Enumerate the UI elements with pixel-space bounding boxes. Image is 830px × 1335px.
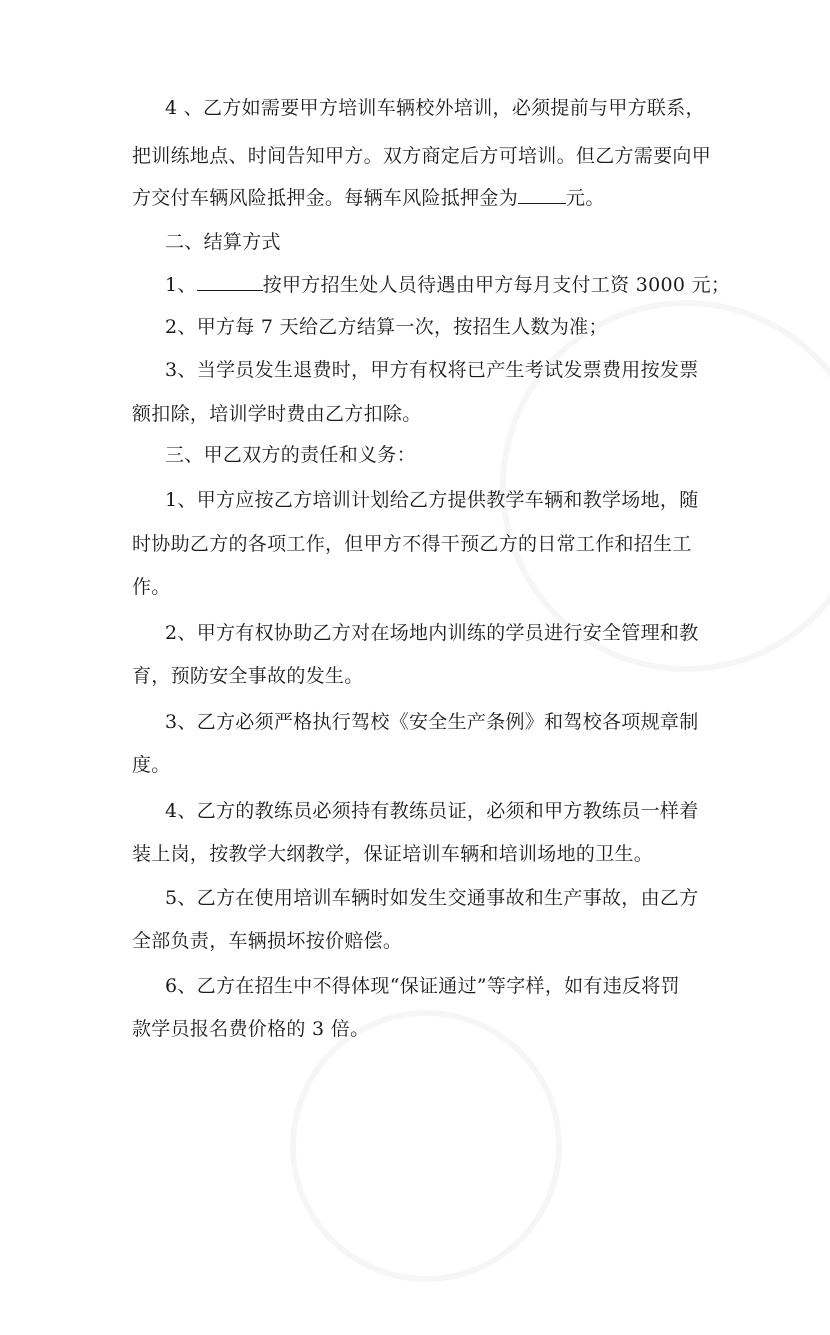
clause4-line2: 把训练地点、时间告知甲方。双方商定后方可培训。但乙方需要向甲 — [132, 145, 712, 167]
section3-item1-line1: 1、甲方应按乙方培训计划给乙方提供教学车辆和教学场地，随 — [165, 489, 699, 511]
section3-item5-line1: 5、乙方在使用培训车辆时如发生交通事故和生产事故，由乙方 — [165, 887, 699, 909]
section2-item2: 2、甲方每 7 天给乙方结算一次，按招生人数为准； — [165, 316, 608, 338]
section2-item3-line1: 3、当学员发生退费时，甲方有权将已产生考试发票费用按发票 — [165, 359, 699, 381]
clause4-line3 — [132, 186, 605, 210]
clause4-line3-text: 方交付车辆风险抵押金。每辆车风险抵押金为 — [132, 187, 519, 209]
section2-item1-number: 1、 — [165, 274, 197, 296]
recruiter-name-blank — [197, 274, 263, 291]
section3-item3-line1: 3、乙方必须严格执行驾校《安全生产条例》和驾校各项规章制 — [165, 711, 699, 733]
section3-item4-line2: 装上岗，按教学大纲教学，保证培训车辆和培训场地的卫生。 — [132, 843, 654, 865]
section3-item3-line2: 度。 — [132, 754, 171, 776]
section3-item1-line2: 时协助乙方的各项工作，但甲方不得干预乙方的日常工作和招生工 — [132, 533, 692, 555]
section2-item3-line2: 额扣除，培训学时费由乙方扣除。 — [132, 403, 422, 425]
section3-item2-line1: 2、甲方有权协助乙方对在场地内训练的学员进行安全管理和教 — [165, 622, 699, 644]
watermark-seal — [427, 227, 830, 745]
section3-item6-line1: 6、乙方在招生中不得体现“保证通过”等字样，如有违反将罚 — [165, 975, 680, 997]
section2-heading: 二、结算方式 — [165, 231, 281, 253]
section3-heading: 三、甲乙双方的责任和义务： — [165, 444, 416, 466]
section3-item6-line2: 款学员报名费价格的 3 倍。 — [132, 1018, 370, 1040]
watermark-seal-bottom — [237, 957, 616, 1335]
section3-item4-line1: 4、乙方的教练员必须持有教练员证，必须和甲方教练员一样着 — [165, 800, 699, 822]
clause4-line1: 4 、乙方如需要甲方培训车辆校外培训，必须提前与甲方联系， — [165, 97, 705, 119]
clause4-line3-end: 元。 — [566, 187, 605, 209]
section2-item1-text: 按甲方招生处人员待遇由甲方每月支付工资 3000 元； — [262, 274, 731, 296]
section2-item1 — [165, 273, 730, 297]
deposit-amount-blank — [518, 187, 566, 204]
section3-item1-line3: 作。 — [132, 576, 171, 598]
section3-item2-line2: 育，预防安全事故的发生。 — [132, 665, 364, 687]
section3-item5-line2: 全部负责，车辆损坏按价赔偿。 — [132, 930, 403, 952]
